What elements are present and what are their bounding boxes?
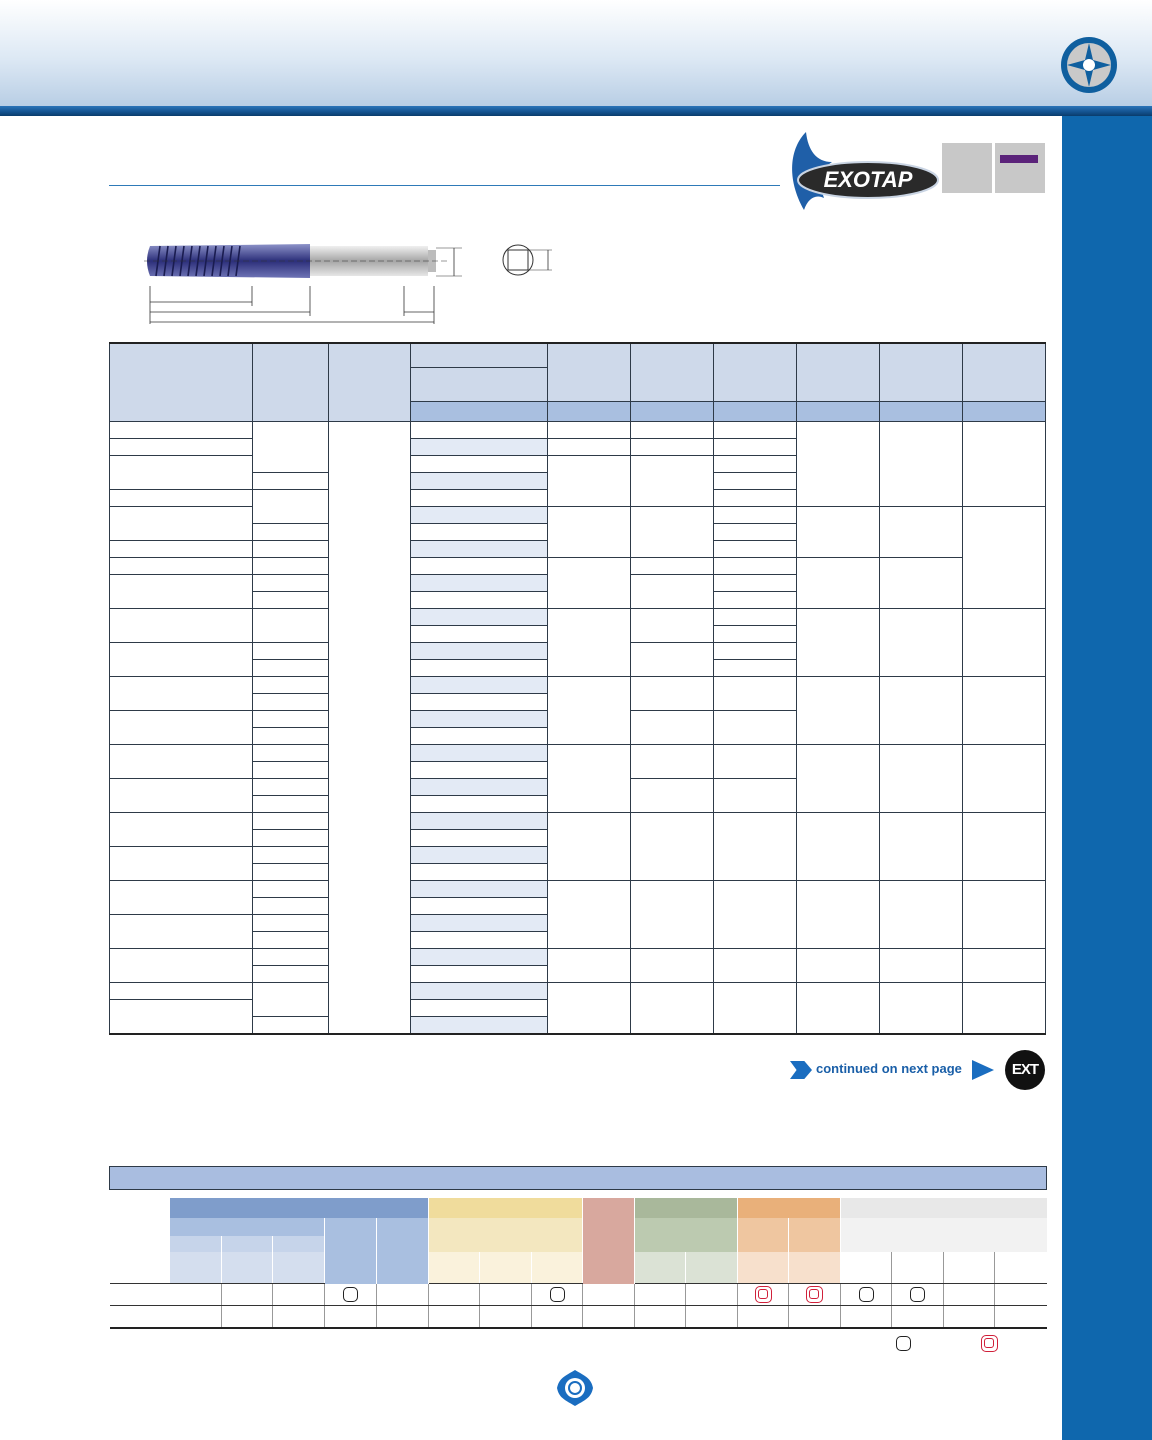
side-tab-bar [1062, 116, 1152, 1440]
legend-good [896, 1335, 911, 1353]
arrow-right-icon [790, 1061, 812, 1079]
legend-best [981, 1335, 998, 1353]
best-symbol-icon [806, 1286, 823, 1303]
header-band [0, 0, 1152, 108]
exotap-logo [778, 128, 942, 218]
best-symbol-icon [755, 1286, 772, 1303]
col-size [110, 343, 253, 421]
col-dim-1 [548, 343, 631, 401]
size-table [109, 342, 1046, 1035]
col-dim-6 [963, 343, 1046, 401]
category-box [942, 143, 992, 193]
col-dim-3 [714, 343, 797, 401]
gear-wheel-icon [1060, 36, 1118, 94]
continued-label: continued on next page [816, 1061, 962, 1076]
col-dim-2 [631, 343, 714, 401]
coating-box [995, 143, 1045, 193]
col-edp-sub [411, 367, 548, 401]
best-symbol-icon [981, 1335, 998, 1352]
good-symbol-icon [910, 1287, 925, 1302]
col-dim-5 [880, 343, 963, 401]
material-row-2 [110, 1306, 1047, 1328]
material-table-title [110, 1167, 1047, 1190]
col-pitch [253, 343, 329, 421]
size-table-body [110, 421, 1046, 1034]
col-class [329, 343, 411, 421]
square-shank-drawing [500, 240, 560, 280]
col-dim-4 [797, 343, 880, 401]
header-rule [0, 106, 1152, 116]
coating-stripe [1000, 155, 1038, 163]
good-symbol-icon [550, 1287, 565, 1302]
good-symbol-icon [896, 1336, 911, 1351]
good-symbol-icon [343, 1287, 358, 1302]
title-rule [109, 185, 780, 186]
svg-text:EXOTAP: EXOTAP [823, 167, 913, 192]
tap-dimension-drawing [130, 232, 470, 328]
good-symbol-icon [859, 1287, 874, 1302]
ext-badge: EXT [1005, 1050, 1045, 1090]
col-edp [411, 343, 548, 367]
play-arrow-icon [972, 1060, 994, 1080]
material-row-1 [110, 1284, 1047, 1306]
material-table [109, 1166, 1047, 1329]
osg-logo [555, 1368, 595, 1408]
